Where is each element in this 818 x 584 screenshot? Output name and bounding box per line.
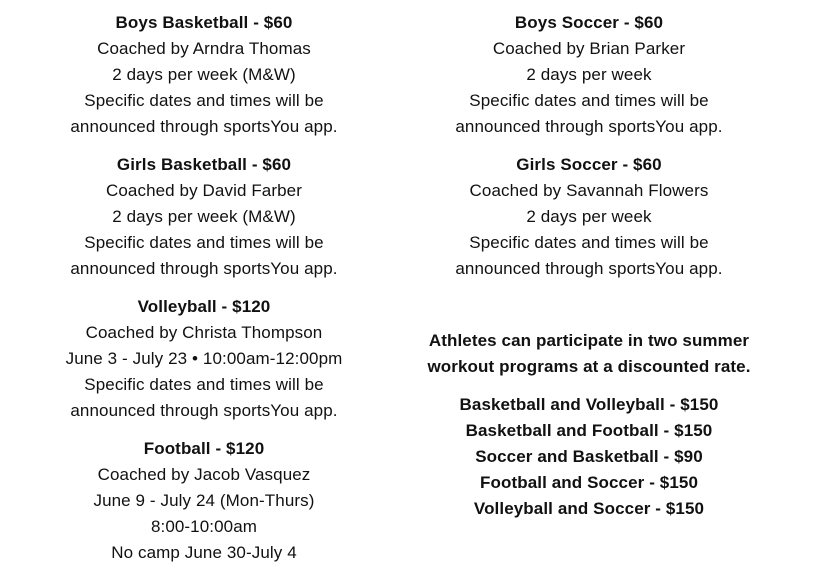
- combo-price: Football and Soccer - $150: [480, 473, 698, 492]
- program-volleyball: [40, 294, 368, 424]
- program-title: Boys Basketball - $60: [115, 13, 293, 32]
- discount-note: [425, 328, 753, 380]
- program-boys-basketball: [40, 10, 368, 140]
- program-title: Football - $120: [143, 439, 265, 458]
- program-note: announced through sportsYou app.: [70, 117, 338, 136]
- program-note: announced through sportsYou app.: [455, 259, 723, 278]
- program-note: No camp June 30-July 4: [111, 543, 297, 562]
- combo-price: Volleyball and Soccer - $150: [473, 499, 705, 518]
- program-note: Specific dates and times will be: [469, 233, 709, 252]
- program-title: Boys Soccer - $60: [514, 13, 664, 32]
- program-note: Specific dates and times will be: [84, 91, 324, 110]
- program-coach: Coached by Jacob Vasquez: [97, 465, 311, 484]
- program-note: Specific dates and times will be: [84, 233, 324, 252]
- program-coach: Coached by Christa Thompson: [85, 323, 323, 342]
- program-girls-basketball: [40, 152, 368, 282]
- program-schedule: June 9 - July 24 (Mon-Thurs): [93, 491, 315, 510]
- right-column: [425, 10, 753, 522]
- program-note: Specific dates and times will be: [469, 91, 709, 110]
- program-coach: Coached by David Farber: [105, 181, 302, 200]
- discount-note-line: Athletes can participate in two summer: [428, 331, 750, 350]
- combo-price: Basketball and Football - $150: [465, 421, 713, 440]
- program-note: Specific dates and times will be: [84, 375, 324, 394]
- program-girls-soccer: [425, 152, 753, 282]
- combo-price: Soccer and Basketball - $90: [475, 447, 703, 466]
- combo-price: Basketball and Volleyball - $150: [459, 395, 719, 414]
- program-note: announced through sportsYou app.: [70, 259, 338, 278]
- program-schedule: June 3 - July 23 • 10:00am-12:00pm: [65, 349, 343, 368]
- discount-note-line: workout programs at a discounted rate.: [427, 357, 751, 376]
- program-boys-soccer: [425, 10, 753, 140]
- program-note: announced through sportsYou app.: [70, 401, 338, 420]
- program-football: [40, 436, 368, 566]
- discount-combos: [425, 392, 753, 522]
- program-note: announced through sportsYou app.: [455, 117, 723, 136]
- program-coach: Coached by Savannah Flowers: [469, 181, 709, 200]
- program-time: 8:00-10:00am: [150, 517, 258, 536]
- program-coach: Coached by Brian Parker: [492, 39, 686, 58]
- program-title: Volleyball - $120: [137, 297, 271, 316]
- program-title: Girls Basketball - $60: [116, 155, 292, 174]
- left-column: [40, 10, 368, 566]
- program-coach: Coached by Arndra Thomas: [97, 39, 311, 58]
- program-schedule: 2 days per week (M&W): [112, 207, 296, 226]
- program-schedule: 2 days per week (M&W): [112, 65, 296, 84]
- program-schedule: 2 days per week: [526, 65, 652, 84]
- program-schedule: 2 days per week: [526, 207, 652, 226]
- program-title: Girls Soccer - $60: [516, 155, 662, 174]
